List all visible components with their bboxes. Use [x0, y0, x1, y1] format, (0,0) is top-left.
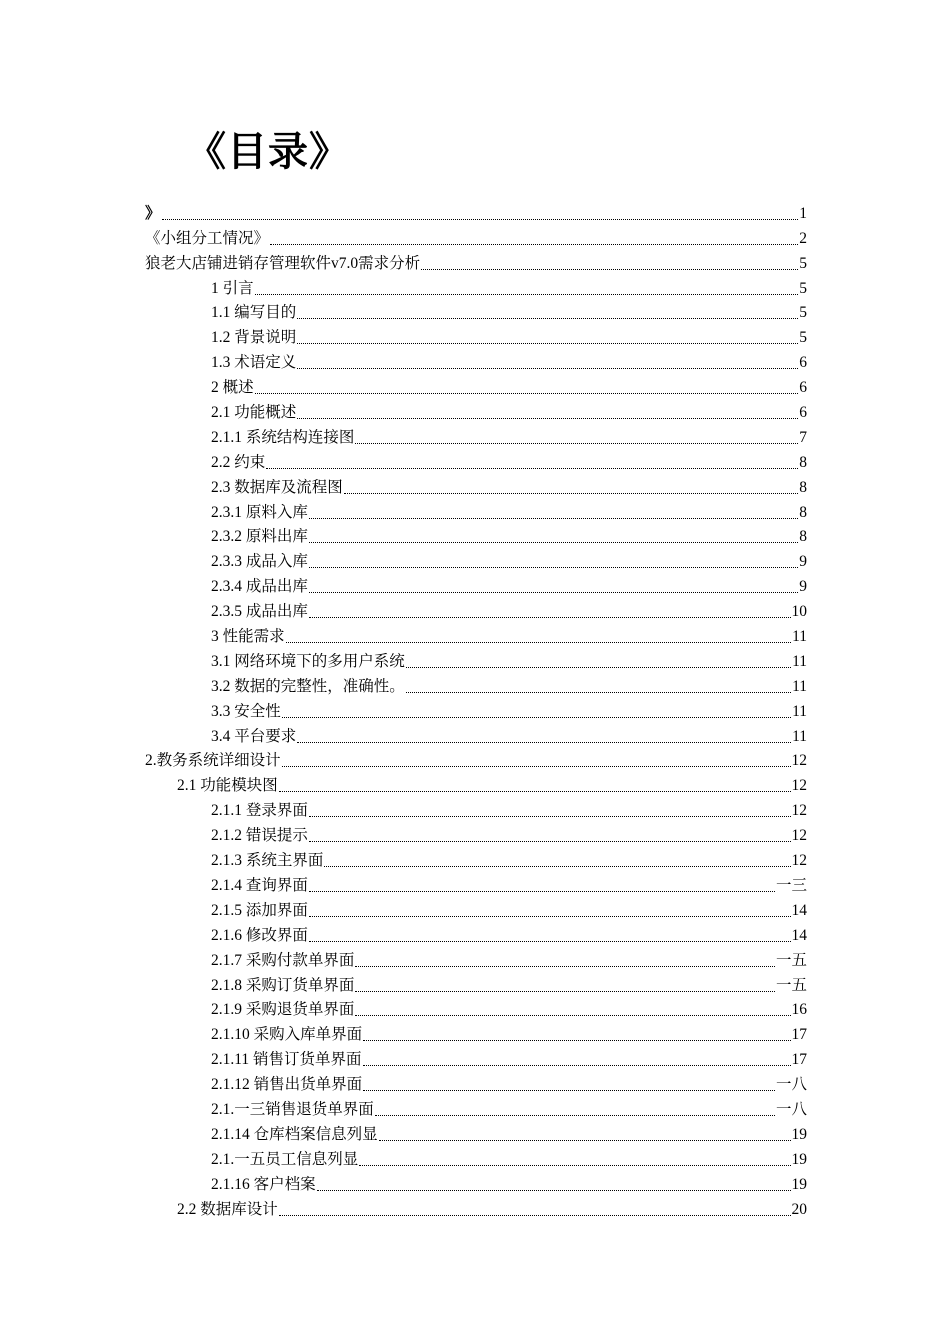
toc-dot-leader	[324, 866, 790, 867]
page-title: 《目录》	[186, 129, 350, 174]
toc-dot-leader	[309, 941, 791, 942]
toc-entry[interactable]	[145, 249, 807, 274]
toc-entry-page-number: 一八	[775, 1100, 807, 1118]
toc-entry[interactable]	[145, 1045, 807, 1070]
toc-entry[interactable]	[145, 199, 807, 224]
toc-entry-label: 1.3 术语定义	[211, 354, 297, 372]
toc-entry[interactable]	[145, 299, 807, 324]
toc-entry-page-number: 6	[799, 354, 807, 372]
toc-entry[interactable]	[145, 946, 807, 971]
toc-entry-label: 2.教务系统详细设计	[145, 752, 281, 770]
toc-entry-label: 2.1.11 销售订货单界面	[211, 1051, 362, 1069]
toc-entry[interactable]	[145, 224, 807, 249]
toc-entry[interactable]	[145, 921, 807, 946]
toc-entry-page-number: 8	[799, 478, 807, 496]
toc-entry-label: 1 引言	[211, 279, 254, 297]
toc-dot-leader	[309, 841, 791, 842]
toc-entry-page-number: 14	[791, 901, 807, 919]
toc-entry[interactable]	[145, 846, 807, 871]
toc-entry-label: 2.2 约束	[211, 453, 266, 471]
toc-entry[interactable]	[145, 274, 807, 299]
toc-entry-label: 2.1.8 采购订货单界面	[211, 976, 355, 994]
toc-entry[interactable]	[145, 647, 807, 672]
toc-entry-page-number: 11	[792, 702, 807, 720]
toc-entry-page-number: 1	[799, 204, 807, 222]
toc-entry[interactable]	[145, 1020, 807, 1045]
toc-entry-page-number: 一八	[775, 1076, 807, 1094]
toc-entry-label: 2.1.14 仓库档案信息列显	[211, 1125, 378, 1143]
toc-entry-label: 2.1.10 采购入库单界面	[211, 1026, 363, 1044]
toc-entry-label: 2.1.2 错误提示	[211, 827, 308, 845]
toc-dot-leader	[279, 1215, 791, 1216]
toc-entry-label: 2 概述	[211, 379, 254, 397]
toc-dot-leader	[255, 294, 799, 295]
toc-dot-leader	[297, 318, 798, 319]
toc-dot-leader	[355, 966, 775, 967]
toc-dot-leader	[355, 443, 798, 444]
toc-entry[interactable]	[145, 821, 807, 846]
toc-entry-page-number: 11	[792, 628, 807, 646]
toc-entry-label: 2.1.12 销售出货单界面	[211, 1076, 363, 1094]
toc-entry[interactable]	[145, 423, 807, 448]
toc-dot-leader	[309, 592, 798, 593]
toc-entry-label: 2.3.2 原料出库	[211, 528, 308, 546]
toc-dot-leader	[363, 1040, 790, 1041]
toc-entry-label: 2.1.3 系统主界面	[211, 852, 324, 870]
toc-entry[interactable]	[145, 747, 807, 772]
toc-entry-label: 《小组分工情况》	[145, 229, 270, 247]
toc-entry-page-number: 16	[791, 1001, 807, 1019]
toc-entry-label: 2.3.1 原料入库	[211, 503, 308, 521]
toc-entry[interactable]	[145, 697, 807, 722]
toc-entry-page-number: 8	[799, 453, 807, 471]
toc-entry-page-number: 5	[799, 304, 807, 322]
toc-entry-page-number: 11	[792, 727, 807, 745]
toc-dot-leader	[266, 468, 798, 469]
toc-dot-leader	[379, 1140, 791, 1141]
toc-entry[interactable]	[145, 1070, 807, 1095]
toc-entry[interactable]	[145, 971, 807, 996]
toc-entry-label: 2.3.3 成品入库	[211, 553, 308, 571]
toc-dot-leader	[282, 717, 791, 718]
toc-entry-page-number: 17	[791, 1026, 807, 1044]
toc-entry[interactable]	[145, 771, 807, 796]
toc-entry[interactable]	[145, 448, 807, 473]
toc-entry[interactable]	[145, 871, 807, 896]
toc-entry-page-number: 12	[791, 852, 807, 870]
toc-entry[interactable]	[145, 547, 807, 572]
toc-entry-label: 2.1.4 查询界面	[211, 876, 308, 894]
toc-entry-label: 1.1 编写目的	[211, 304, 297, 322]
toc-entry-page-number: 12	[791, 802, 807, 820]
toc-entry-page-number: 19	[791, 1175, 807, 1193]
toc-dot-leader	[286, 642, 791, 643]
toc-entry-label: 2.1.1 登录界面	[211, 802, 308, 820]
toc-dot-leader	[355, 991, 775, 992]
toc-entry[interactable]	[145, 722, 807, 747]
toc-entry-label: 2.1.1 系统结构连接图	[211, 428, 355, 446]
toc-dot-leader	[297, 742, 791, 743]
toc-entry-label: 2.1 功能模块图	[177, 777, 278, 795]
toc-dot-leader	[270, 244, 798, 245]
toc-entry-label: 3.1 网络环境下的多用户系统	[211, 652, 405, 670]
toc-entry[interactable]	[145, 398, 807, 423]
toc-dot-leader	[406, 692, 791, 693]
toc-entry-page-number: 一五	[775, 976, 807, 994]
toc-dot-leader	[309, 891, 775, 892]
toc-entry-label: 2.3.4 成品出库	[211, 578, 308, 596]
toc-entry-label: 2.1.5 添加界面	[211, 901, 308, 919]
toc-entry[interactable]	[145, 572, 807, 597]
toc-entry-label: 3.4 平台要求	[211, 727, 297, 745]
toc-entry[interactable]	[145, 996, 807, 1021]
toc-entry-page-number: 8	[799, 528, 807, 546]
toc-entry-label: 2.3.5 成品出库	[211, 603, 308, 621]
toc-entry[interactable]	[145, 473, 807, 498]
toc-entry[interactable]	[145, 1170, 807, 1195]
toc-dot-leader	[406, 667, 791, 668]
toc-entry-label: 2.1.7 采购付款单界面	[211, 951, 355, 969]
toc-entry-page-number: 7	[799, 428, 807, 446]
toc-entry[interactable]	[145, 1195, 807, 1220]
toc-dot-leader	[282, 766, 791, 767]
toc-dot-leader	[375, 1115, 775, 1116]
toc-entry-page-number: 17	[791, 1051, 807, 1069]
toc-dot-leader	[162, 219, 799, 220]
toc-dot-leader	[309, 518, 798, 519]
toc-dot-leader	[255, 393, 799, 394]
toc-dot-leader	[355, 1015, 790, 1016]
toc-dot-leader	[363, 1090, 775, 1091]
toc-entry-page-number: 11	[792, 652, 807, 670]
toc-dot-leader	[363, 1065, 791, 1066]
toc-dot-leader	[317, 1190, 791, 1191]
toc-dot-leader	[421, 269, 798, 270]
toc-entry-label: 3.3 安全性	[211, 702, 281, 720]
toc-entry-label: 2.1.16 客户档案	[211, 1175, 316, 1193]
toc-entry-page-number: 2	[799, 229, 807, 247]
toc-entry[interactable]	[145, 523, 807, 548]
toc-entry-page-number: 9	[799, 578, 807, 596]
toc-dot-leader	[309, 916, 791, 917]
toc-entry-label: 2.1.9 采购退货单界面	[211, 1001, 355, 1019]
toc-entry-page-number: 14	[791, 926, 807, 944]
toc-entry-page-number: 5	[799, 279, 807, 297]
toc-entry-label: 3 性能需求	[211, 628, 285, 646]
toc-dot-leader	[297, 343, 798, 344]
toc-entry-page-number: 8	[799, 503, 807, 521]
toc-entry-page-number: 一三	[775, 876, 807, 894]
toc-entry-label: 狼老大店铺进销存管理软件v7.0需求分析	[145, 254, 421, 272]
toc-entry[interactable]	[145, 896, 807, 921]
toc-entry-label: 2.2 数据库设计	[177, 1200, 278, 1218]
toc-entry-page-number: 10	[791, 603, 807, 621]
toc-entry[interactable]	[145, 622, 807, 647]
toc-entry-label: 》	[145, 204, 161, 222]
toc-entry[interactable]	[145, 796, 807, 821]
toc-entry-label: 2.1.一五员工信息列显	[211, 1150, 359, 1168]
toc-entry-label: 2.3 数据库及流程图	[211, 478, 343, 496]
toc-entry[interactable]	[145, 1095, 807, 1120]
toc-dot-leader	[359, 1165, 790, 1166]
toc-entry-label: 1.2 背景说明	[211, 329, 297, 347]
toc-entry-page-number: 12	[791, 777, 807, 795]
toc-entry-label: 3.2 数据的完整性，准确性。	[211, 677, 405, 695]
toc-entry-page-number: 20	[791, 1200, 807, 1218]
toc-entry[interactable]	[145, 498, 807, 523]
toc-entry-page-number: 6	[799, 379, 807, 397]
toc-entry-page-number: 一五	[775, 951, 807, 969]
toc-dot-leader	[309, 617, 791, 618]
toc-dot-leader	[309, 816, 791, 817]
toc-entry-page-number: 12	[791, 752, 807, 770]
toc-entry[interactable]	[145, 348, 807, 373]
toc-entry-page-number: 6	[799, 404, 807, 422]
toc-dot-leader	[297, 418, 798, 419]
toc-dot-leader	[297, 368, 798, 369]
toc-entry-page-number: 11	[792, 677, 807, 695]
toc-entry-page-number: 5	[799, 254, 807, 272]
toc-entry-page-number: 12	[791, 827, 807, 845]
toc-entry-page-number: 19	[791, 1150, 807, 1168]
toc-entry-label: 2.1.一三销售退货单界面	[211, 1100, 374, 1118]
toc-entry[interactable]	[145, 597, 807, 622]
toc-entry-page-number: 5	[799, 329, 807, 347]
toc-entry-label: 2.1 功能概述	[211, 404, 297, 422]
toc-entry[interactable]	[145, 373, 807, 398]
toc-dot-leader	[279, 791, 791, 792]
toc-entry[interactable]	[145, 323, 807, 348]
toc-dot-leader	[309, 567, 798, 568]
toc-entry-label: 2.1.6 修改界面	[211, 926, 308, 944]
toc-entry[interactable]	[145, 1120, 807, 1145]
toc-dot-leader	[309, 542, 798, 543]
toc-entry-page-number: 9	[799, 553, 807, 571]
toc-dot-leader	[344, 493, 798, 494]
table-of-contents	[145, 199, 807, 1220]
toc-entry-page-number: 19	[791, 1125, 807, 1143]
toc-entry[interactable]	[145, 1145, 807, 1170]
toc-entry[interactable]	[145, 672, 807, 697]
